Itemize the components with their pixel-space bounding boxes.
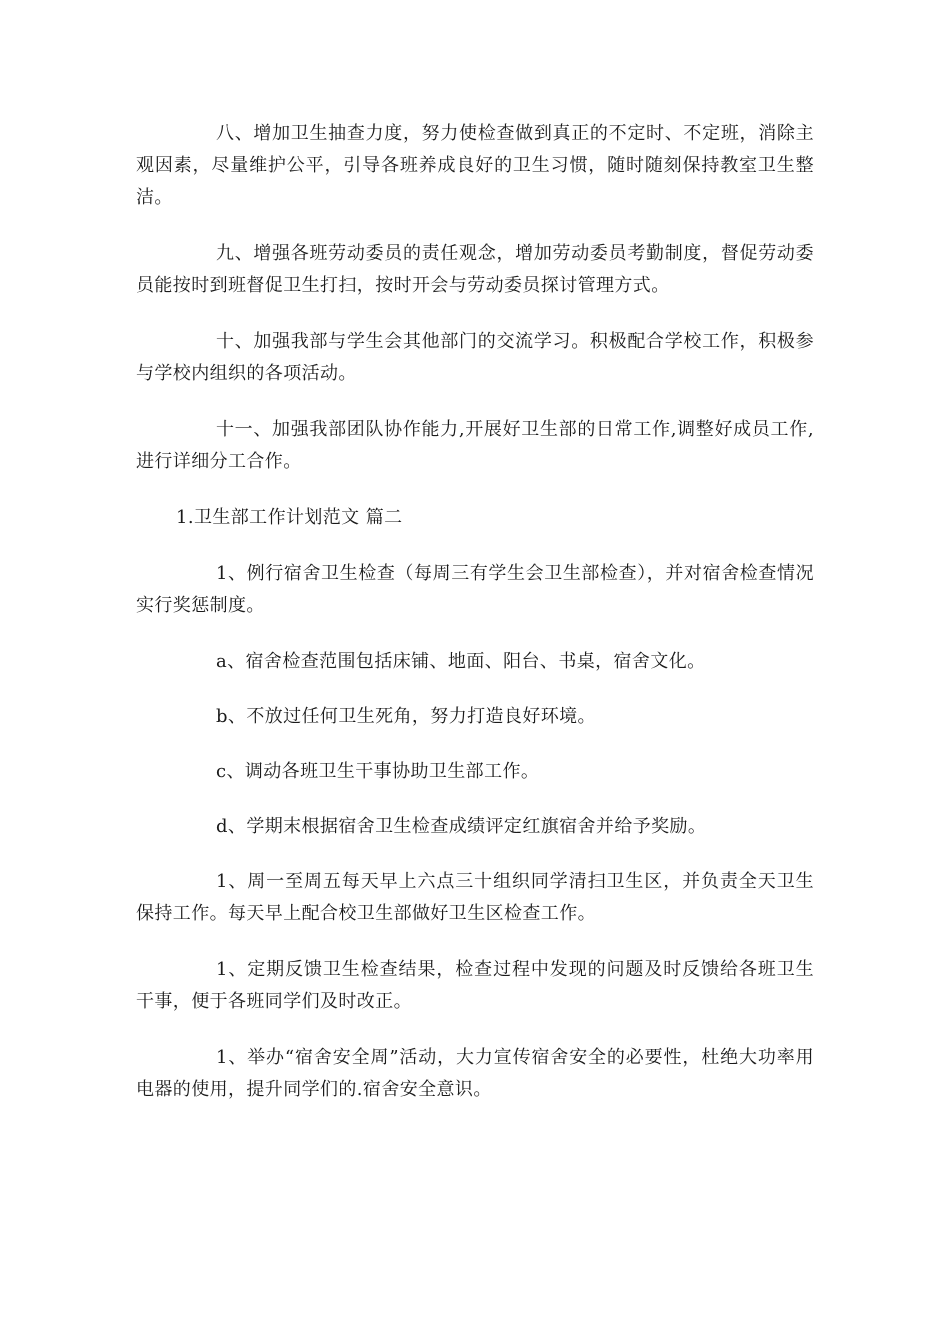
paragraph-dorm-inspection: 1、例行宿舍卫生检查（每周三有学生会卫生部检查），并对宿舍检查情况实行奖惩制度。 bbox=[136, 563, 814, 616]
paragraph-9: 九、增强各班劳动委员的责任观念，增加劳动委员考勤制度，督促劳动委员能按时到班督促卫生打扫，按时开会与劳动委员探讨管理方式。 bbox=[136, 243, 814, 296]
document-body bbox=[136, 118, 814, 1130]
paragraph-8: 八、增加卫生抽查力度，努力使检查做到真正的不定时、不定班，消除主观因素，尽量维护公平，引导各班养成良好的卫生习惯，随时随刻保持教室卫生整洁。 bbox=[136, 123, 814, 208]
paragraph-item-b: b、不放过任何卫生死角，努力打造良好环境。 bbox=[216, 706, 596, 727]
paragraph-safety-week: 1、举办“宿舍安全周”活动，大力宣传宿舍安全的必要性，杜绝大功率用电器的使用，提升同学们的.宿舍安全意识。 bbox=[136, 1047, 814, 1100]
paragraph-item-d: d、学期末根据宿舍卫生检查成绩评定红旗宿舍并给予奖励。 bbox=[216, 816, 707, 837]
paragraph-daily-cleaning: 1、周一至周五每天早上六点三十组织同学清扫卫生区，并负责全天卫生保持工作。每天早上配合校卫生部做好卫生区检查工作。 bbox=[136, 871, 814, 924]
section-heading: 1.卫生部工作计划范文 篇二 bbox=[176, 507, 403, 528]
paragraph-item-c: c、调动各班卫生干事协助卫生部工作。 bbox=[216, 761, 540, 782]
paragraph-11: 十一、加强我部团队协作能力,开展好卫生部的日常工作,调整好成员工作,进行详细分工合作。 bbox=[136, 419, 814, 472]
paragraph-item-a: a、宿舍检查范围包括床铺、地面、阳台、书桌，宿舍文化。 bbox=[216, 651, 706, 672]
paragraph-feedback: 1、定期反馈卫生检查结果，检查过程中发现的问题及时反馈给各班卫生干事，便于各班同学们及时改正。 bbox=[136, 959, 814, 1012]
paragraph-10: 十、加强我部与学生会其他部门的交流学习。积极配合学校工作，积极参与学校内组织的各项活动。 bbox=[136, 331, 814, 384]
